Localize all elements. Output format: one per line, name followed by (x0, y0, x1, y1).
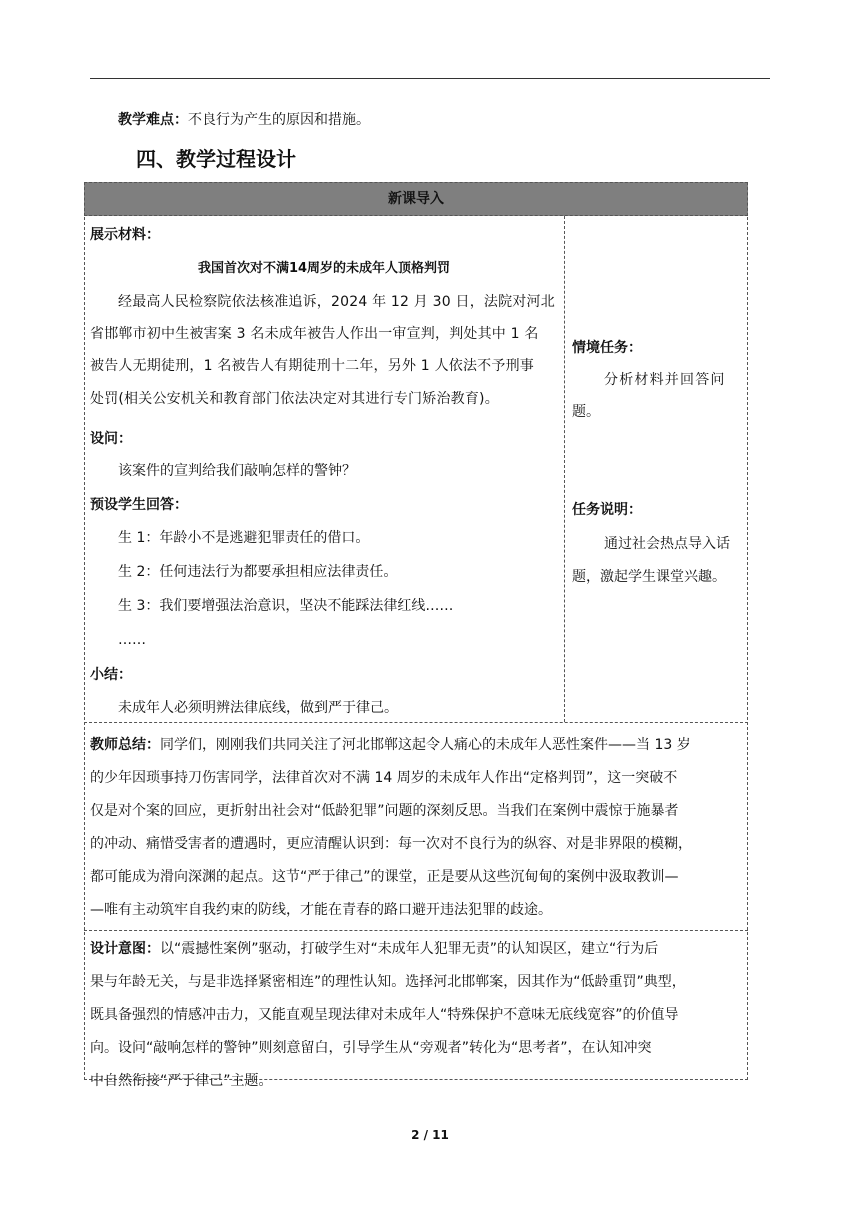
design-intent-line: 中自然衔接“严于律己”主题。 (90, 1073, 273, 1089)
teacher-summary-line: 的少年因琐事持刀伤害同学，法律首次对不满 14 周岁的未成年人作出“定格判罚”，这一突破不 (90, 770, 678, 786)
article-line: 经最高人民检察院依法核准追诉，2024 年 12 月 30 日，法院对河北 (118, 294, 555, 310)
design-intent-text: 以“震撼性案例”驱动，打破学生对“未成年人犯罪无责”的认知误区，建立“行为后 (160, 941, 659, 957)
summary-label: 小结： (90, 667, 132, 683)
answers-label: 预设学生回答： (90, 497, 188, 513)
article-line: 被告人无期徒刑，1 名被告人有期徒刑十二年，另外 1 人依法不予刑事 (90, 358, 534, 374)
row-divider-1 (84, 722, 748, 723)
student-answer: 生 2：任何违法行为都要承担相应法律责任。 (118, 564, 398, 580)
student-answer: 生 3：我们要增强法治意识，坚决不能踩法律红线…… (118, 598, 454, 614)
teacher-summary-line: 仅是对个案的回应，更折射出社会对“低龄犯罪”问题的深刻反思。当我们在案例中震惊于施暴者 (90, 803, 679, 819)
teacher-summary-line: —唯有主动筑牢自我约束的防线，才能在青春的路口避开违法犯罪的歧途。 (90, 902, 552, 918)
article-line: 省邯郸市初中生被害案 3 名未成年被告人作出一审宣判，判处其中 1 名 (90, 326, 539, 342)
question-text: 该案件的宣判给我们敲响怎样的警钟？ (118, 463, 356, 479)
summary-text: 未成年人必须明辨法律底线，做到严于律己。 (118, 700, 398, 716)
teacher-summary-first-line (90, 735, 691, 755)
question-label: 设问： (90, 431, 132, 447)
article-title: 我国首次对不满14周岁的未成年人顶格判罚 (197, 261, 451, 276)
task-text: 题。 (572, 404, 600, 420)
explain-text: 题，激起学生课堂兴趣。 (572, 569, 726, 585)
design-intent-line: 既具备强烈的情感冲击力，又能直观呈现法律对未成年人“特殊保护不意味无底线宽容”的价值导 (90, 1007, 679, 1023)
page-number: 2 / 11 (411, 1128, 449, 1142)
task-label: 情境任务： (572, 340, 642, 356)
teacher-summary-label: 教师总结： (90, 737, 160, 753)
explain-text: 通过社会热点导入话 (604, 536, 730, 552)
student-answer: 生 1：年龄小不是逃避犯罪责任的借口。 (118, 530, 370, 546)
teacher-summary-text: 同学们，刚刚我们共同关注了河北邯郸这起令人痛心的未成年人恶性案件——当 13 岁 (160, 737, 691, 753)
explain-label: 任务说明： (572, 502, 642, 518)
difficulty-label: 教学难点： (118, 112, 188, 128)
row-divider-2 (84, 930, 748, 931)
section-title: 四、教学过程设计 (136, 147, 296, 171)
design-intent-line: 果与年龄无关，与是非选择紧密相连”的理性认知。选择河北邯郸案，因其作为“低龄重罚”典型， (90, 974, 686, 990)
material-label: 展示材料： (90, 227, 160, 243)
design-intent-first-line (90, 939, 658, 959)
teacher-summary-line: 的冲动、痛惜受害者的遭遇时，更应清醒认识到：每一次对不良行为的纵容、对是非界限的模糊， (90, 836, 692, 852)
teaching-difficulty (118, 110, 370, 130)
header-rule (90, 78, 770, 79)
article-line: 处罚(相关公安机关和教育部门依法决定对其进行专门矫治教育)。 (90, 391, 499, 407)
column-divider (564, 216, 565, 722)
difficulty-text: 不良行为产生的原因和措施。 (188, 112, 370, 128)
table-header-title: 新课导入 (388, 191, 444, 207)
task-text: 分析材料并回答问 (604, 372, 726, 388)
student-answer: …… (118, 632, 146, 648)
design-intent-line: 向。设问“敲响怎样的警钟”则刻意留白，引导学生从“旁观者”转化为“思考者”，在认知冲突 (90, 1040, 652, 1056)
teacher-summary-line: 都可能成为滑向深渊的起点。这节“严于律己”的课堂，正是要从这些沉甸甸的案例中汲取教训— (90, 869, 679, 885)
design-intent-label: 设计意图： (90, 941, 160, 957)
